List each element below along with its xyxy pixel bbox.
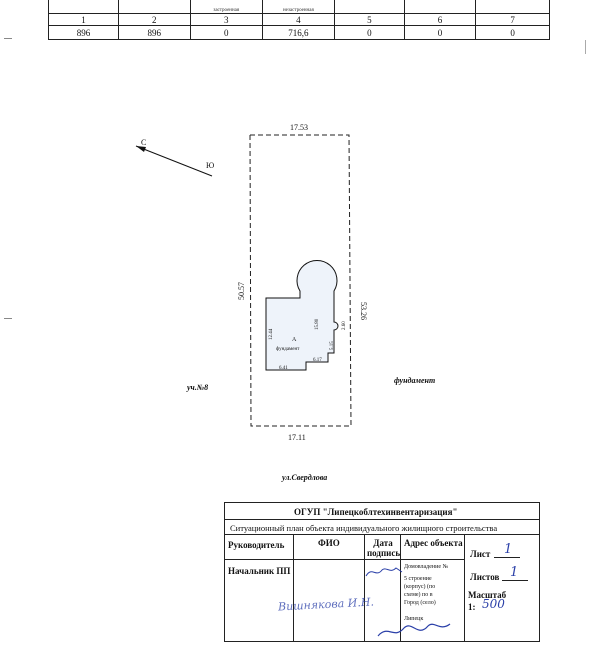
value-cell: 0 (334, 26, 404, 40)
top-dimension: 17.53 (290, 123, 308, 132)
dimension-label: 12.44 (269, 328, 274, 340)
divider (224, 559, 464, 560)
date-signature (364, 562, 404, 582)
sheet-value: 1 (504, 542, 513, 557)
underline (502, 580, 528, 581)
plan-title: Ситуационный план объекта индивидуального жилищного строительства (230, 523, 498, 533)
value-cell: 896 (118, 26, 190, 40)
number-cell: 7 (476, 14, 550, 26)
address-line: схеме) по в (404, 592, 433, 598)
address-line: Город (село) (404, 600, 436, 606)
header-address: Адрес объекта (404, 538, 463, 548)
number-cell: 4 (262, 14, 334, 26)
value-cell: 0 (190, 26, 262, 40)
sheets-value: 1 (510, 565, 519, 580)
address-line: (корпус) (по (404, 584, 436, 590)
north-label: С (141, 138, 147, 147)
bottom-dimension: 17.11 (288, 433, 306, 442)
dimension-label: 2.60 (342, 321, 347, 330)
sheet-label: Лист (470, 549, 491, 559)
number-cell: 6 (404, 14, 476, 26)
sheets-label: Листов (470, 572, 500, 582)
stamp-name: Вишнякова И.Н. (277, 595, 375, 614)
number-cell: 3 (190, 14, 262, 26)
header-date: Дата подпись (367, 538, 401, 558)
dimension-label: 15.80 (315, 318, 320, 330)
scale-prefix: 1: (468, 602, 476, 612)
dimension-label: 6.41 (279, 366, 288, 371)
divider (224, 519, 540, 520)
building-footprint (266, 260, 338, 370)
header-fio: ФИО (318, 538, 340, 548)
header-role: Руководитель (228, 540, 285, 550)
address-line: Липецк (404, 616, 424, 622)
org-name: ОГУП "Липецкоблтехинвентаризация" (294, 507, 458, 517)
divider (293, 534, 294, 642)
dimension-label: 6.17 (313, 358, 322, 363)
south-label: Ю (206, 161, 215, 170)
value-cell: 896 (49, 26, 119, 40)
number-cell: 1 (49, 14, 119, 26)
role-value: Начальник ПП (228, 566, 291, 576)
street-label: ул.Свердлова (282, 473, 328, 482)
right-foundation-label: фундамент (394, 376, 436, 385)
building-label: фундамент (276, 347, 300, 352)
address-line: Домовладение № (404, 564, 449, 570)
number-cell: 5 (334, 14, 404, 26)
divider (464, 534, 465, 642)
scale-value: 500 (482, 597, 505, 611)
address-line: 5 строение (404, 576, 432, 582)
value-cell: 716,6 (262, 26, 334, 40)
dimension-label: 5.15 (330, 341, 335, 350)
header-cell: застроенная (190, 0, 262, 14)
scale-label: Масштаб (468, 590, 507, 600)
underline (494, 557, 520, 558)
value-cell: 0 (476, 26, 550, 40)
title-block (224, 502, 540, 652)
number-cell: 2 (118, 14, 190, 26)
left-dimension: 50.57 (237, 282, 246, 300)
right-dimension: 53.26 (359, 302, 368, 320)
divider (224, 534, 540, 535)
value-cell: 0 (404, 26, 476, 40)
building-letter: А (292, 337, 297, 343)
signature (374, 614, 454, 642)
north-arrow (136, 146, 215, 176)
neighbor-parcel-label: уч.№8 (187, 383, 209, 392)
divider (364, 534, 365, 642)
header-cell: незастроенная (262, 0, 334, 14)
